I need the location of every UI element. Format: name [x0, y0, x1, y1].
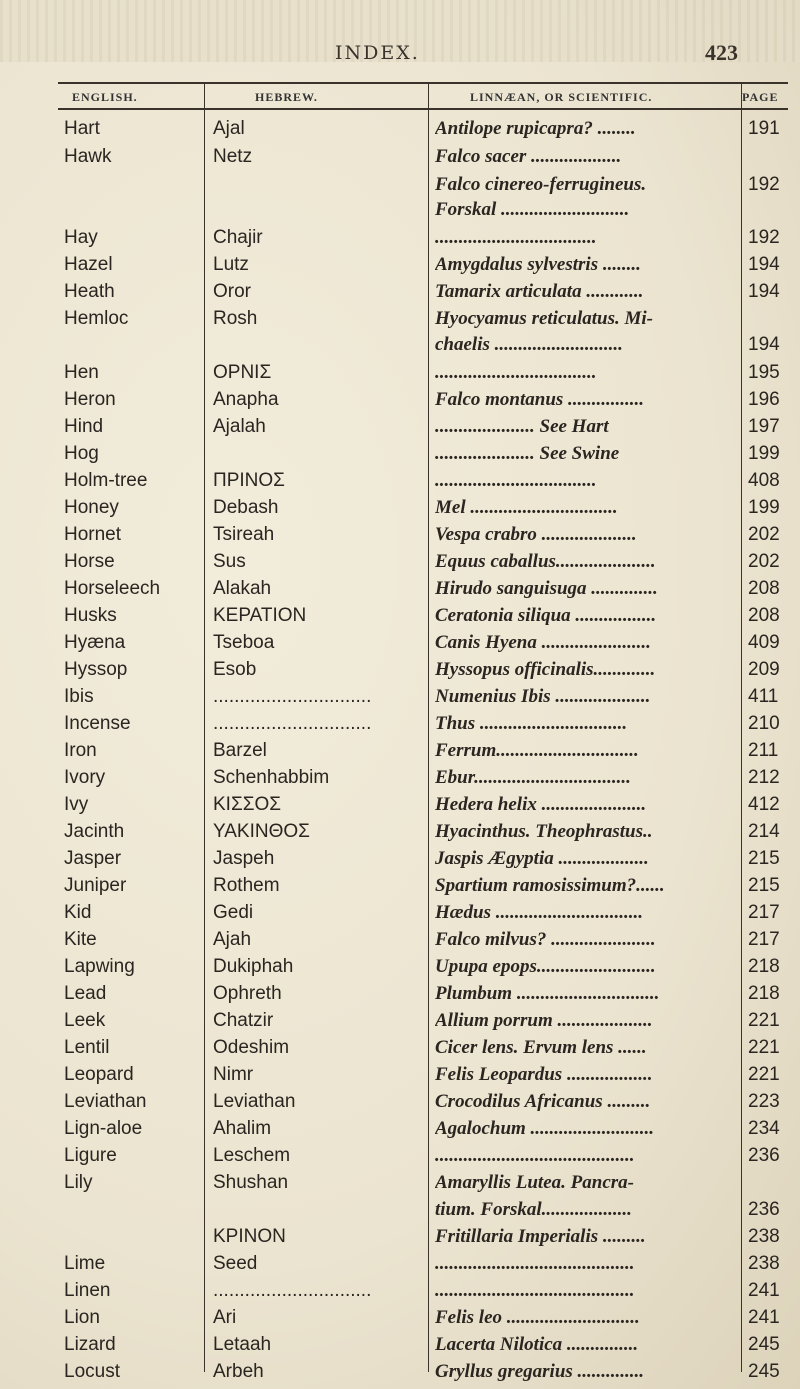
index-cell-la: Agalochum .......................... — [435, 1118, 655, 1139]
index-cell-he: Shushan — [213, 1172, 289, 1193]
index-cell-he: Seed — [213, 1253, 258, 1274]
index-cell-la: Forskal ........................... — [435, 199, 630, 220]
index-cell-he: Letaah — [213, 1334, 272, 1355]
index-cell-en: Hyssop — [64, 659, 128, 680]
index-cell-en: Lily — [64, 1172, 93, 1193]
index-cell-pg: 409 — [748, 632, 780, 653]
index-cell-en: Kid — [64, 902, 92, 923]
index-cell-he: KEPATION — [213, 605, 307, 626]
index-cell-la: Ebur................................. — [435, 767, 631, 788]
index-cell-en: Hog — [64, 443, 99, 464]
index-cell-pg: 215 — [748, 848, 780, 869]
index-cell-he: Rosh — [213, 308, 258, 329]
index-cell-la: Amaryllis Lutea. Pancra- — [435, 1172, 634, 1193]
index-cell-he: Debash — [213, 497, 279, 518]
index-cell-en: Heron — [64, 389, 116, 410]
index-cell-pg: 218 — [748, 956, 780, 977]
index-cell-he: Nimr — [213, 1064, 254, 1085]
index-cell-pg: 208 — [748, 605, 780, 626]
index-cell-en: Leviathan — [64, 1091, 147, 1112]
index-cell-la: .......................................... — [435, 1145, 635, 1166]
index-cell-he: Alakah — [213, 578, 272, 599]
index-cell-he: Ahalim — [213, 1118, 272, 1139]
index-cell-he — [213, 199, 428, 227]
index-cell-en: Hind — [64, 416, 104, 437]
index-cell-he — [213, 334, 428, 362]
index-cell-he: Sus — [213, 551, 246, 572]
index-cell-pg: 245 — [748, 1334, 780, 1355]
index-cell-he: Esob — [213, 659, 257, 680]
index-cell-en: Leopard — [64, 1064, 134, 1085]
index-cell-pg: 221 — [748, 1010, 780, 1031]
index-cell-en: Lead — [64, 983, 107, 1004]
index-cell-la: Falco montanus ................ — [435, 389, 645, 410]
index-cell-pg: 196 — [748, 389, 780, 410]
index-cell-en: Hen — [64, 362, 99, 383]
index-cell-pg: 210 — [748, 713, 780, 734]
index-cell-he: YAKINΘOΣ — [213, 821, 310, 842]
index-cell-en: Lign-aloe — [64, 1118, 143, 1139]
index-cell-la: Ceratonia siliqua ................. — [435, 605, 657, 626]
index-cell-he: Ophreth — [213, 983, 282, 1004]
index-cell-pg: 238 — [748, 1226, 780, 1247]
index-cell-pg — [748, 1172, 793, 1200]
index-cell-la: Tamarix articulata ............ — [435, 281, 644, 302]
index-cell-pg: 194 — [748, 254, 780, 275]
index-cell-la: Cicer lens. Ervum lens ...... — [435, 1037, 647, 1058]
index-cell-en: Lizard — [64, 1334, 116, 1355]
index-cell-pg: 412 — [748, 794, 780, 815]
index-cell-en: Ivory — [64, 767, 106, 788]
index-cell-en: Hornet — [64, 524, 122, 545]
index-cell-pg: 245 — [748, 1361, 780, 1382]
index-cell-en — [64, 1226, 194, 1254]
index-cell-pg: 411 — [748, 686, 779, 707]
index-cell-la: Numenius Ibis .................... — [435, 686, 651, 707]
index-cell-pg: 238 — [748, 1253, 780, 1274]
index-cell-pg: 218 — [748, 983, 780, 1004]
index-cell-he: Arbeh — [213, 1361, 264, 1382]
index-cell-pg: 202 — [748, 524, 780, 545]
index-cell-la: chaelis ........................... — [435, 334, 623, 355]
index-cell-la: Hædus ............................... — [435, 902, 643, 923]
index-cell-pg — [748, 146, 793, 174]
index-cell-en: Horseleech — [64, 578, 161, 599]
index-cell-la: Equus caballus..................... — [435, 551, 656, 572]
index-cell-la: .................................. — [435, 362, 597, 383]
column-head-linnaean: LINNÆAN, OR SCIENTIFIC. — [470, 90, 653, 104]
index-cell-he: Odeshim — [213, 1037, 290, 1058]
index-cell-pg: 217 — [748, 929, 780, 950]
index-cell-pg: 214 — [748, 821, 780, 842]
index-cell-la: Hyocyamus reticulatus. Mi- — [435, 308, 653, 329]
index-cell-en — [64, 199, 194, 227]
index-cell-en: Lion — [64, 1307, 100, 1328]
index-cell-he: Ajah — [213, 929, 252, 950]
index-cell-en: Hemloc — [64, 308, 129, 329]
index-cell-la: Allium porrum .................... — [435, 1010, 653, 1031]
index-cell-la: Crocodilus Africanus ......... — [435, 1091, 651, 1112]
index-cell-pg: 199 — [748, 497, 780, 518]
index-cell-he: Chajir — [213, 227, 263, 248]
index-cell-he: Anapha — [213, 389, 279, 410]
column-head-page: PAGE — [742, 90, 779, 104]
index-cell-pg: 408 — [748, 470, 780, 491]
index-cell-pg: 236 — [748, 1145, 780, 1166]
index-cell-pg: 236 — [748, 1199, 780, 1220]
header-rule-bottom — [58, 108, 788, 110]
index-cell-en: Juniper — [64, 875, 127, 896]
column-rule-1 — [204, 82, 205, 1372]
index-cell-pg: 199 — [748, 443, 780, 464]
index-cell-he: KIΣΣOΣ — [213, 794, 281, 815]
index-cell-la: Thus ............................... — [435, 713, 628, 734]
index-cell-pg: 209 — [748, 659, 780, 680]
index-cell-la: Canis Hyena ....................... — [435, 632, 651, 653]
column-rule-3 — [741, 82, 742, 1372]
index-cell-he: Oror — [213, 281, 251, 302]
index-cell-he: Leviathan — [213, 1091, 296, 1112]
index-cell-la: Upupa epops......................... — [435, 956, 656, 977]
index-cell-he: Netz — [213, 146, 253, 167]
index-cell-he: Tseboa — [213, 632, 275, 653]
index-cell-en: Kite — [64, 929, 97, 950]
index-cell-en — [64, 1199, 194, 1227]
index-cell-en: Jasper — [64, 848, 122, 869]
index-cell-pg: 191 — [748, 118, 780, 139]
index-cell-he: Gedi — [213, 902, 254, 923]
index-cell-he: OPNIΣ — [213, 362, 272, 383]
page-number: 423 — [705, 40, 738, 65]
index-cell-he: KPINON — [213, 1226, 286, 1247]
index-cell-en: Hazel — [64, 254, 113, 275]
index-cell-en: Hay — [64, 227, 98, 248]
column-head-hebrew: HEBREW. — [255, 90, 318, 104]
index-cell-la: Falco cinereo-ferrugineus. — [435, 174, 647, 195]
index-cell-la: Amygdalus sylvestris ........ — [435, 254, 641, 275]
index-cell-la: Lacerta Nilotica ............... — [435, 1334, 639, 1355]
index-cell-en: Leek — [64, 1010, 106, 1031]
index-cell-he: Lutz — [213, 254, 249, 275]
index-cell-he: Rothem — [213, 875, 280, 896]
index-cell-en: Iron — [64, 740, 97, 761]
index-cell-pg: 241 — [748, 1307, 780, 1328]
index-cell-pg: 217 — [748, 902, 780, 923]
index-cell-en: Jacinth — [64, 821, 125, 842]
index-cell-en — [64, 174, 194, 202]
index-cell-en: Hart — [64, 118, 100, 139]
index-cell-he — [213, 174, 428, 202]
index-cell-en: Incense — [64, 713, 131, 734]
index-cell-pg: 234 — [748, 1118, 780, 1139]
index-cell-pg: 194 — [748, 334, 780, 355]
index-cell-he: Ajal — [213, 118, 245, 139]
index-cell-en: Lime — [64, 1253, 106, 1274]
index-cell-la: Felis Leopardus .................. — [435, 1064, 653, 1085]
index-cell-he: .............................. — [213, 686, 372, 707]
index-cell-he: Jaspeh — [213, 848, 275, 869]
index-cell-la: Hirudo sanguisuga .............. — [435, 578, 658, 599]
column-rule-2 — [428, 82, 429, 1372]
index-cell-la: Falco milvus? ...................... — [435, 929, 656, 950]
index-cell-la: Plumbum .............................. — [435, 983, 660, 1004]
index-cell-pg: 195 — [748, 362, 780, 383]
index-cell-pg: 212 — [748, 767, 780, 788]
index-cell-pg: 202 — [748, 551, 780, 572]
index-cell-pg: 194 — [748, 281, 780, 302]
index-cell-pg: 197 — [748, 416, 780, 437]
index-cell-he: ΠPINOΣ — [213, 470, 285, 491]
index-cell-la: Hedera helix ...................... — [435, 794, 647, 815]
index-cell-he: Ajalah — [213, 416, 266, 437]
index-cell-pg: 221 — [748, 1037, 780, 1058]
index-cell-la: Vespa crabro .................... — [435, 524, 637, 545]
running-head — [0, 42, 800, 70]
index-cell-en: Husks — [64, 605, 117, 626]
column-head-english: ENGLISH. — [72, 90, 138, 104]
index-cell-pg: 211 — [748, 740, 779, 761]
index-cell-la: ..................... See Hart — [435, 416, 609, 437]
index-cell-la: tium. Forskal................... — [435, 1199, 632, 1220]
index-title: INDEX. — [335, 42, 420, 64]
index-cell-la: Mel ............................... — [435, 497, 618, 518]
index-cell-pg — [748, 308, 793, 336]
index-cell-la: Ferrum.............................. — [435, 740, 639, 761]
index-cell-en: Horse — [64, 551, 115, 572]
index-cell-he: .............................. — [213, 1280, 372, 1301]
index-cell-pg: 208 — [748, 578, 780, 599]
index-cell-pg: 221 — [748, 1064, 780, 1085]
index-cell-en: Heath — [64, 281, 115, 302]
index-cell-en: Lentil — [64, 1037, 110, 1058]
index-cell-pg — [748, 199, 793, 227]
index-cell-he: Ari — [213, 1307, 237, 1328]
index-cell-pg: 223 — [748, 1091, 780, 1112]
index-cell-la: Hyssopus officinalis............. — [435, 659, 656, 680]
header-rule-top — [58, 82, 788, 84]
index-cell-he: Chatzir — [213, 1010, 274, 1031]
index-cell-he: Dukiphah — [213, 956, 294, 977]
index-cell-en: Lapwing — [64, 956, 135, 977]
index-cell-la: Fritillaria Imperialis ......... — [435, 1226, 646, 1247]
index-cell-la: .................................. — [435, 227, 597, 248]
index-cell-en: Linen — [64, 1280, 111, 1301]
index-cell-en: Holm-tree — [64, 470, 148, 491]
index-cell-la: Jaspis Ægyptia ................... — [435, 848, 649, 869]
index-cell-la: Falco sacer ................... — [435, 146, 622, 167]
index-cell-la: .......................................... — [435, 1280, 635, 1301]
index-cell-he: Leschem — [213, 1145, 291, 1166]
index-cell-pg: 192 — [748, 174, 780, 195]
index-cell-en: Ivy — [64, 794, 89, 815]
index-cell-pg: 192 — [748, 227, 780, 248]
index-cell-he: Tsireah — [213, 524, 275, 545]
index-cell-la: Antilope rupicapra? ........ — [435, 118, 636, 139]
index-cell-he: .............................. — [213, 713, 372, 734]
index-cell-pg: 215 — [748, 875, 780, 896]
index-cell-la: ..................... See Swine — [435, 443, 620, 464]
index-cell-en: Ligure — [64, 1145, 117, 1166]
index-cell-en: Hyæna — [64, 632, 126, 653]
index-cell-he — [213, 443, 428, 471]
index-cell-la: Hyacinthus. Theophrastus.. — [435, 821, 653, 842]
index-cell-en: Honey — [64, 497, 119, 518]
index-cell-he: Barzel — [213, 740, 267, 761]
index-cell-la: .......................................... — [435, 1253, 635, 1274]
index-cell-en: Hawk — [64, 146, 112, 167]
index-cell-en: Ibis — [64, 686, 94, 707]
index-cell-la: Spartium ramosissimum?...... — [435, 875, 665, 896]
index-cell-la: .................................. — [435, 470, 597, 491]
index-cell-he — [213, 1199, 428, 1227]
index-cell-la: Gryllus gregarius .............. — [435, 1361, 645, 1382]
index-cell-he: Schenhabbim — [213, 767, 330, 788]
index-cell-en — [64, 334, 194, 362]
index-cell-en: Locust — [64, 1361, 120, 1382]
index-cell-la: Felis leo ............................ — [435, 1307, 640, 1328]
index-cell-pg: 241 — [748, 1280, 780, 1301]
